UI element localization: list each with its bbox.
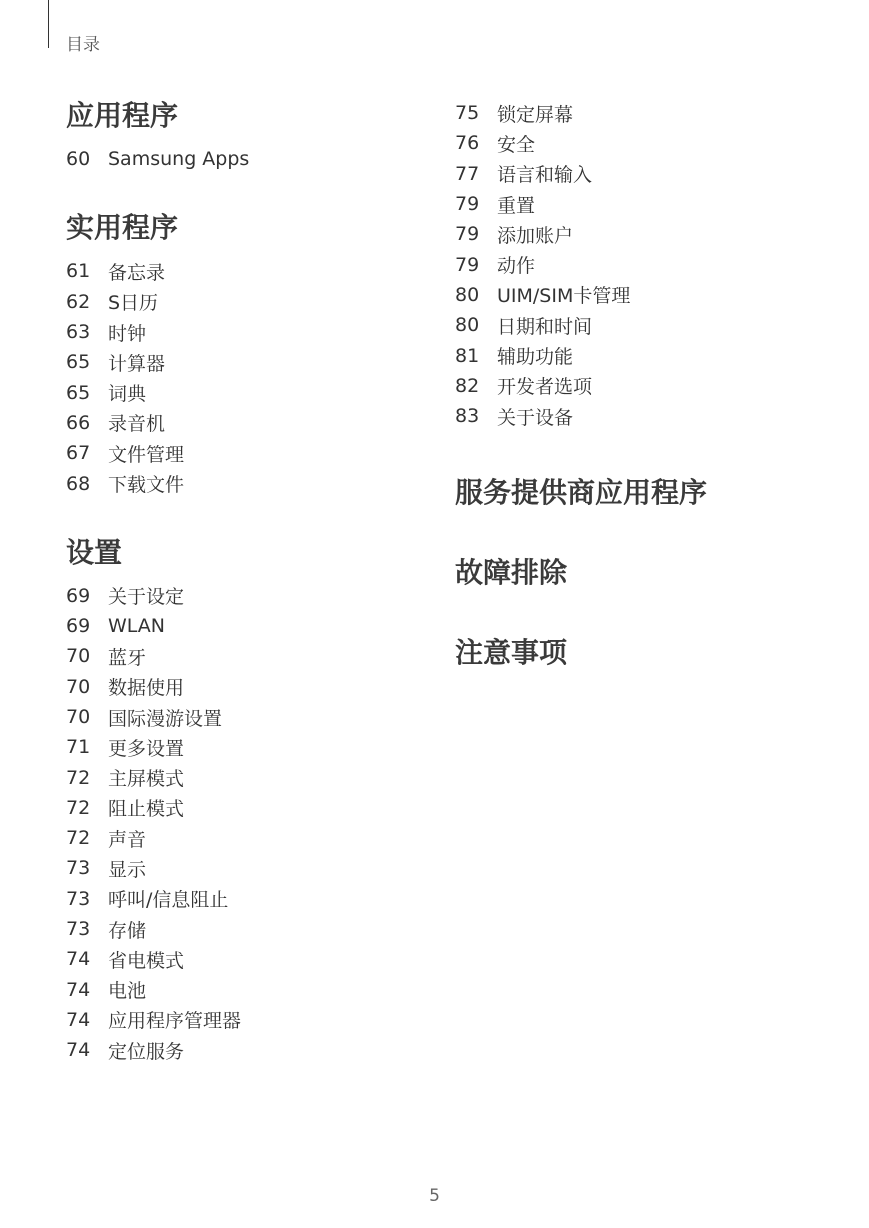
entry-title: 蓝牙 bbox=[108, 646, 147, 669]
toc-entry[interactable] bbox=[66, 347, 426, 377]
section-title[interactable]: 故障排除 bbox=[455, 556, 568, 590]
entry-title: 重置 bbox=[497, 194, 536, 217]
entry-title: 文件管理 bbox=[108, 443, 185, 466]
toc-entry[interactable] bbox=[66, 144, 426, 174]
header-label: 目录 bbox=[66, 35, 100, 55]
toc-entry[interactable] bbox=[66, 762, 426, 792]
toc-entry[interactable] bbox=[455, 159, 855, 189]
entry-title: 定位服务 bbox=[108, 1040, 185, 1063]
toc-entry[interactable] bbox=[66, 468, 426, 498]
entry-title: 录音机 bbox=[108, 413, 166, 436]
entry-title: 电池 bbox=[108, 980, 147, 1003]
entry-list bbox=[66, 144, 426, 174]
entry-title: 主屏模式 bbox=[108, 768, 185, 791]
toc-entry[interactable] bbox=[455, 98, 855, 128]
toc-entry[interactable] bbox=[66, 287, 426, 317]
entry-title: 呼叫/信息阻止 bbox=[108, 889, 229, 912]
section-title[interactable]: 实用程序 bbox=[66, 211, 179, 245]
entry-title: 省电模式 bbox=[108, 949, 185, 972]
toc-entry[interactable] bbox=[455, 310, 855, 340]
entry-title: WLAN bbox=[108, 615, 166, 638]
toc-section bbox=[455, 636, 855, 670]
section-title[interactable]: 设置 bbox=[66, 535, 123, 569]
entry-page-number: 74 bbox=[66, 1008, 91, 1031]
entry-page-number: 63 bbox=[66, 321, 91, 344]
entry-page-number: 72 bbox=[66, 827, 91, 850]
entry-page-number: 65 bbox=[66, 381, 91, 404]
toc-section bbox=[66, 211, 426, 498]
toc-left-column bbox=[66, 96, 426, 1105]
entry-page-number: 83 bbox=[455, 405, 480, 428]
entry-page-number: 73 bbox=[66, 887, 91, 910]
entry-page-number: 70 bbox=[66, 645, 91, 668]
toc-entry[interactable] bbox=[66, 1005, 426, 1035]
entry-title: 存储 bbox=[108, 919, 147, 942]
entry-title: 数据使用 bbox=[108, 677, 185, 700]
entry-page-number: 65 bbox=[66, 351, 91, 374]
toc-entry[interactable] bbox=[455, 371, 855, 401]
entry-page-number: 80 bbox=[455, 314, 480, 337]
toc-section bbox=[66, 99, 426, 174]
section-title[interactable]: 应用程序 bbox=[66, 99, 179, 132]
toc-entry[interactable] bbox=[66, 611, 426, 641]
entry-list bbox=[455, 98, 855, 431]
entry-title: 安全 bbox=[497, 133, 536, 156]
entry-title: 计算器 bbox=[108, 352, 166, 375]
entry-title: UIM/SIM卡管理 bbox=[497, 285, 631, 308]
entry-page-number: 61 bbox=[66, 260, 91, 283]
entry-page-number: 81 bbox=[455, 344, 480, 367]
entry-page-number: 82 bbox=[455, 374, 480, 397]
toc-entry[interactable] bbox=[455, 128, 855, 158]
entry-title: 显示 bbox=[108, 858, 147, 881]
toc-entry[interactable] bbox=[66, 641, 426, 671]
toc-section bbox=[455, 556, 855, 590]
entry-title: 关于设定 bbox=[108, 586, 185, 609]
entry-title: 开发者选项 bbox=[497, 376, 593, 399]
toc-entry[interactable] bbox=[66, 884, 426, 914]
toc-entry[interactable] bbox=[66, 853, 426, 883]
entry-page-number: 79 bbox=[455, 223, 480, 246]
toc-right-column bbox=[455, 96, 855, 719]
toc-entry[interactable] bbox=[66, 317, 426, 347]
entry-page-number: 79 bbox=[455, 253, 480, 276]
entry-title: 动作 bbox=[497, 255, 536, 278]
entry-page-number: 75 bbox=[455, 102, 480, 125]
section-title[interactable]: 注意事项 bbox=[455, 636, 568, 670]
entry-title: Samsung Apps bbox=[108, 148, 250, 171]
entry-page-number: 77 bbox=[455, 162, 480, 185]
entry-page-number: 70 bbox=[66, 706, 91, 728]
entry-page-number: 73 bbox=[66, 857, 91, 880]
entry-list bbox=[66, 581, 426, 1066]
section-title[interactable]: 服务提供商应用程序 bbox=[455, 476, 708, 510]
entry-title: 关于设备 bbox=[497, 406, 574, 429]
entry-title: 语言和输入 bbox=[497, 164, 593, 187]
entry-page-number: 74 bbox=[66, 1039, 91, 1062]
entry-title: 锁定屏幕 bbox=[497, 103, 574, 126]
entry-page-number: 71 bbox=[66, 736, 91, 759]
entry-title: 应用程序管理器 bbox=[108, 1010, 242, 1033]
entry-list bbox=[66, 256, 426, 498]
toc-entry[interactable] bbox=[455, 401, 855, 431]
entry-page-number: 79 bbox=[455, 193, 480, 216]
toc-entry[interactable] bbox=[455, 189, 855, 219]
toc-entry[interactable] bbox=[66, 377, 426, 407]
entry-title: 词典 bbox=[108, 383, 147, 406]
entry-page-number: 60 bbox=[66, 148, 91, 171]
toc-section bbox=[66, 535, 426, 1066]
toc-entry[interactable] bbox=[455, 340, 855, 370]
toc-entry[interactable] bbox=[66, 1035, 426, 1065]
entry-page-number: 74 bbox=[66, 978, 91, 1001]
toc-entry[interactable] bbox=[66, 793, 426, 823]
entry-page-number: 68 bbox=[66, 472, 91, 495]
entry-page-number: 72 bbox=[66, 796, 91, 819]
toc-entry[interactable] bbox=[455, 280, 855, 310]
entry-page-number: 73 bbox=[66, 918, 91, 941]
toc-entry[interactable] bbox=[66, 732, 426, 762]
entry-page-number: 74 bbox=[66, 948, 91, 971]
entry-title: S日历 bbox=[108, 292, 159, 315]
entry-title: 更多设置 bbox=[108, 737, 185, 760]
entry-title: 声音 bbox=[108, 828, 147, 851]
entry-page-number: 62 bbox=[66, 290, 91, 313]
entry-title: 备忘录 bbox=[108, 261, 166, 284]
entry-page-number: 72 bbox=[66, 766, 91, 789]
entry-title: 辅助功能 bbox=[497, 346, 574, 369]
entry-title: 下载文件 bbox=[108, 474, 185, 497]
entry-page-number: 66 bbox=[66, 411, 91, 434]
toc-entry[interactable] bbox=[66, 702, 426, 732]
entry-page-number: 69 bbox=[66, 584, 91, 607]
entry-title: 国际漫游设置 bbox=[108, 707, 223, 730]
toc-entry[interactable] bbox=[66, 581, 426, 611]
entry-page-number: 80 bbox=[455, 283, 480, 306]
toc-entry[interactable] bbox=[66, 975, 426, 1005]
entry-title: 时钟 bbox=[108, 322, 147, 345]
toc-entry[interactable] bbox=[66, 914, 426, 944]
toc-entry[interactable] bbox=[66, 408, 426, 438]
toc-entry[interactable] bbox=[66, 944, 426, 974]
toc-entry[interactable] bbox=[455, 219, 855, 249]
toc-section bbox=[455, 476, 855, 510]
entry-title: 阻止模式 bbox=[108, 798, 185, 821]
entry-page-number: 69 bbox=[66, 615, 91, 638]
entry-page-number: 76 bbox=[455, 132, 480, 155]
page-number: 5 bbox=[429, 1186, 440, 1206]
entry-title: 日期和时间 bbox=[497, 315, 593, 338]
toc-entry[interactable] bbox=[66, 823, 426, 853]
toc-entry[interactable] bbox=[66, 438, 426, 468]
entry-title: 添加账户 bbox=[497, 224, 574, 247]
toc-entry[interactable] bbox=[455, 249, 855, 279]
header-divider bbox=[48, 0, 49, 48]
entry-page-number: 70 bbox=[66, 675, 91, 698]
toc-entry[interactable] bbox=[66, 256, 426, 286]
toc-entry[interactable] bbox=[66, 672, 426, 702]
entry-page-number: 67 bbox=[66, 442, 91, 465]
